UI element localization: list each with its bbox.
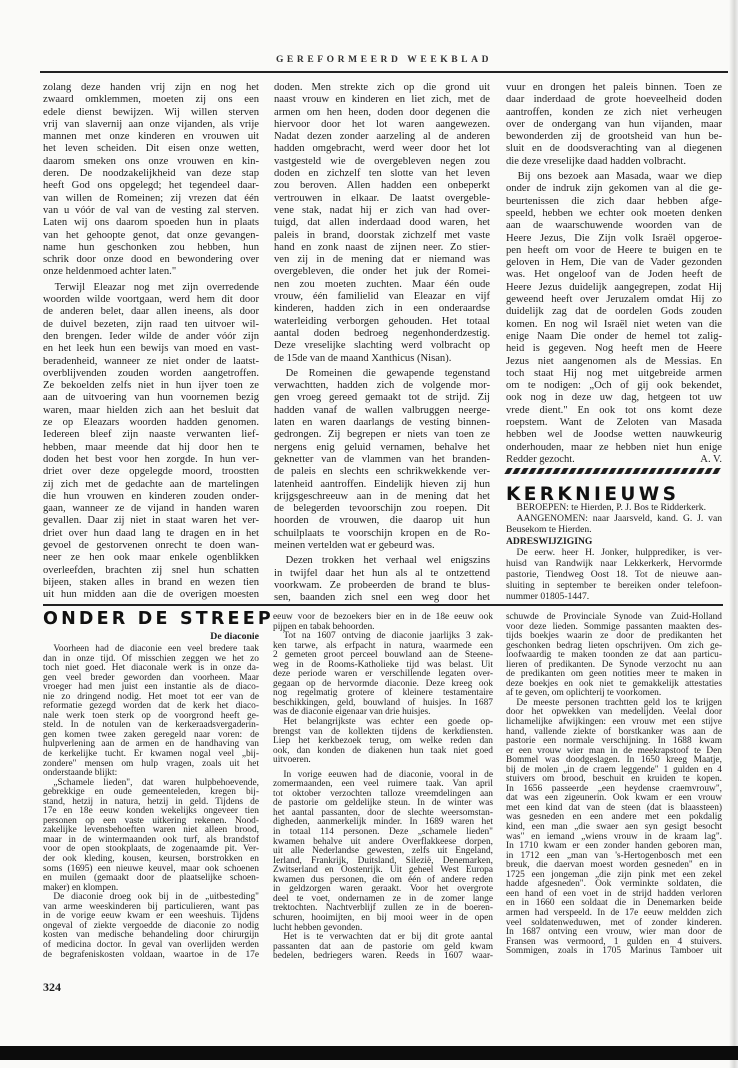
paragraph	[506, 699, 722, 957]
text-line: bewonderden zij de grootsheid van hun be-	[506, 131, 722, 143]
text-line: Bommel was doodgeslagen. In 1650 kreeg Maatje,	[506, 755, 722, 766]
text-line: hand en zonk naast de zijnen neer. Zo stier-	[274, 241, 490, 253]
text-line: geloven in Hem, Die van de Vader gezonden	[506, 257, 722, 269]
text-line: Het is te verwachten dat er bij dit grote aantal	[283, 932, 493, 943]
text-line: hadden vanaf de wallen valbruggen neerge-	[274, 404, 490, 416]
paragraph	[274, 82, 490, 365]
text-line: geweend heeft over Jeruzalem omdat Hij zo	[506, 294, 722, 306]
text-line: uit alle Nederlandse gewesten, zelfs uit Engeland,	[273, 846, 493, 857]
text-line: was. Het ongeloof van de Joden heeft de	[506, 269, 722, 281]
text-line: de belegerden tevoorschijn zou roepen. Dit	[274, 503, 490, 515]
text-line: ook nog in deze uw dag, hetgeen tot uw	[506, 392, 722, 404]
diaconie-column-1	[43, 645, 259, 960]
paragraph	[273, 613, 493, 632]
text-line: hebben, maar meende dat hij door hen te	[43, 441, 259, 453]
text-line: komen. En nog wil Israël niet weten van die	[506, 318, 722, 330]
text-line: hadden omgebracht, werd weer door het lot	[274, 143, 490, 155]
text-line: voor deze lieden. Sommige passanten maakten des-	[506, 621, 722, 632]
text-line: van u vóór de val van de vesting zal sterven.	[43, 204, 259, 216]
text-line: stuivers om brood, beschuit en kruiden te kopen.	[506, 774, 722, 785]
article-column-1	[43, 82, 259, 604]
text-line: het leven scheiden. Dit eisen onze wetten,	[43, 143, 259, 155]
text-line: om te nodigen: „Och of gij ook bekendet,	[506, 380, 722, 392]
text-line: over de ondergang van hun vijanden, maar	[506, 118, 722, 130]
text-line: daarom smeken ons onze vrouwen en kin-	[43, 155, 259, 167]
text-line: ken tarwe, als erfpacht in natura, waarmede een	[273, 640, 493, 651]
text-line: maar in de wintermaanden ook turf, als brandstof	[43, 834, 259, 845]
text-line: weg in de Rooms-Katholieke tijd was belast. Uit	[273, 659, 493, 670]
text-line: in 1712 een „man van 's-Hertogenbosch met een	[506, 850, 722, 861]
text-line: in twijfel daar het hun als al te ontzettend	[274, 567, 490, 579]
text-line: armen had verspeeld. In de 17e eeuw meldden zich	[506, 907, 722, 918]
address-line: nummer 01805-1447.	[506, 590, 590, 602]
text-line: overblijvenden zouden worden aangetroffen.	[43, 367, 259, 379]
address-line: huisd van Randwijk naar Lekkerkerk, Hervormde	[506, 558, 722, 570]
paragraph	[506, 171, 722, 466]
text-line: zakelijke levensbehoeften waren niet alleen brood,	[43, 825, 259, 836]
text-line: zou beroven. Allen hadden een onbeperkt	[274, 180, 490, 192]
text-line: hadde afgesneden". Ook verminkte soldaten, die	[506, 879, 722, 890]
text-line: de 15de van de maand Xanthicus (Nisan).	[274, 352, 452, 364]
text-line: gevallen. Daar zij niet in staat waren het ver-	[43, 515, 259, 527]
paragraph	[43, 893, 259, 960]
text-line: gevoel de gestorvenen onrecht te doen wan-	[43, 539, 259, 551]
text-line: van arme weeskinderen bij particulieren, want pas	[43, 901, 259, 912]
author-signature: A. V.	[700, 453, 722, 465]
text-line: vrouw, één familielid van Eleazar en vijf	[274, 291, 490, 303]
text-line: was gesneden en een andere met een pokdalig	[506, 812, 722, 823]
aangenomen-text: Beusekom te Hierden.	[506, 523, 592, 535]
text-line: kwamen dus personen, die om één of andere reden	[273, 874, 493, 885]
text-line: waterleiding verborgen gehouden. Het totaal	[274, 315, 490, 327]
text-line: meinen vertelden wat er gebeurd was.	[274, 539, 435, 551]
text-line: Nadat dezen zonder aarzeling al de anderen	[274, 131, 490, 143]
text-line: heid is gegeven. Nog heeft men de Heere	[506, 343, 722, 355]
text-line: in geldzorgen waren geraakt. Voor het overgrote	[273, 884, 493, 895]
text-line: de predikanten om geen notities meer te maken in	[506, 669, 722, 680]
address-line: De eerw. heer H. Jonker, hulpprediker, is ver-	[516, 547, 722, 559]
text-line: bedelen, bedriegers waren. Reeds in 1607 waar-	[273, 951, 493, 962]
text-line: vertrouwen in elkaar. De laatst overgeble-	[274, 192, 490, 204]
text-line: krijgsgeschreeuw aan in de mening dat het	[274, 490, 490, 502]
text-line: In vorige eeuwen had de diaconie, vooral in de	[283, 769, 493, 780]
text-line: gaan, wanneer ze de vijand in handen waren	[43, 503, 259, 515]
text-line: overgebleven, die onder het juk der Romei-	[274, 266, 490, 278]
text-line: beradenheid, wanneer ze niet onder de laatst-	[43, 355, 259, 367]
text-line: aantroffen, konden ze zich niet verheugen	[506, 106, 722, 118]
text-line: gegaan op de hervormde diaconie. Deze kreeg ook	[273, 678, 493, 689]
text-line: doden het best voor hen zorgde. In hun ver-	[43, 453, 259, 465]
text-line: veel soldatenweduwen, met of zonder kinderen.	[506, 917, 722, 928]
text-line: af te geven, om oplichterij te voorkomen.	[506, 688, 662, 699]
text-line: 17e en 18e eeuw konden wekelijks ongeveer tien	[43, 806, 259, 817]
section-rule	[43, 604, 723, 606]
text-line: toch niet goed. Het diaconale werk is in onze da-	[43, 663, 259, 674]
text-line: en in 1660 een soldaat die in Denemarken beide	[506, 898, 722, 909]
text-line: hand, vallende ziekte of borstkanker was aan de	[506, 726, 722, 737]
text-line: vuur en drongen het paleis binnen. Toen ze	[506, 82, 722, 93]
text-line: nale werk toen sterk op de voorgrond heeft ge-	[43, 710, 259, 721]
text-line: Ierland, Frankrijk, Duitsland, Silezië, Denemarken,	[273, 855, 493, 866]
text-line: reformatie gezegd worden dat de kerk het diaco-	[43, 701, 259, 712]
text-line: zomermaanden, een veel ruimere taak. Van april	[273, 779, 493, 790]
text-line: den brengen. Ieder wilde de ander vóór zijn	[43, 330, 259, 342]
text-line: die deze vreselijke daad hadden volbracht.	[506, 155, 687, 167]
text-line: hoorden de vrouwen, die daarop uit hun	[274, 515, 490, 527]
text-line: nog regelmatig grotere of kleinere testamentaire	[273, 688, 493, 699]
text-line: driet over deze opgelegde moord, troostten	[43, 466, 259, 478]
text-line: of medicina doctor. In geval van overlijden werden	[43, 939, 259, 950]
text-line: verwachtten, hadden zich de volgende mor-	[274, 380, 490, 392]
scan-edge-shadow	[729, 0, 738, 1068]
text-line: lieren of predikanten. De Synode verzocht nu aan	[506, 659, 722, 670]
text-line: nie zo dringend nodig. Het moet tot eer van de	[43, 691, 259, 702]
text-line: eeuw voor de bezoekers bier en in de 18e eeuw ook	[273, 612, 493, 622]
paragraph	[274, 368, 490, 552]
text-line: duidelijk zag dat de oordelen Gods zouden	[506, 306, 722, 318]
text-line: die hun vrouwen en kinderen zouden onder-	[43, 490, 259, 502]
text-line: naast vrouw en kinderen en liet zich, met de	[274, 94, 490, 106]
text-line: Iedereen bleef zijn naaste verwanten lief-	[43, 429, 259, 441]
paragraph	[43, 82, 259, 279]
text-line: onder de indruk zijn gekomen van al die ge-	[506, 183, 722, 195]
text-line: ven zij in de mening dat er niemand was	[274, 254, 490, 266]
text-line: stand, hetzij in natura, hetzij in geld. Tijdens de	[43, 796, 259, 807]
diaconie-column-2	[273, 613, 493, 962]
text-line: daar inderdaad de grote hoeveelheid doden	[506, 94, 722, 106]
text-line: beschikkingen, geld, bouwland of huisjes. In 1687	[273, 697, 493, 708]
text-line: vrij van slavernij aan onze vijanden, als vrije	[43, 118, 259, 130]
text-line: vroeger had men juist een instantie als de diaco-	[43, 682, 259, 693]
onder-de-streep-heading: ONDER DE STREEP	[43, 609, 274, 629]
text-line: aan de uitvoering van hun voornemen bezig	[43, 392, 259, 404]
text-line: en het leek hun een bewijs van moed en vast-	[43, 343, 259, 355]
paragraph	[43, 282, 259, 602]
text-line: de kerkelijke tucht. Er kwamen nogal veel „bij-	[43, 749, 259, 760]
text-line: tuigd, dat allen inderdaad dood waren, het	[274, 217, 490, 229]
text-line: latenheid aantroffen. Eindelijk hieven zij hun	[274, 478, 490, 490]
text-line: personen op een vaste uitkering rekenen. Nood-	[43, 815, 259, 826]
text-line: Fransen was vermoord, 1 gulden en 4 stuivers.	[506, 936, 722, 947]
text-line: ook, dan konden de diakenen hun taak niet goed	[273, 745, 493, 756]
text-line: bij de molen „in de craem leggende" 1 gulden en 4	[506, 764, 722, 775]
text-line: en muilen (gemaakt door de plaatselijke schoen-	[43, 873, 259, 884]
text-line: Het belangrijkste was echter een goede op-	[283, 717, 493, 728]
text-line: pijpen en tabak behoorden.	[273, 621, 375, 632]
text-line: dan in onze tijd. Of misschien zeggen we het zo	[43, 653, 259, 664]
paragraph	[43, 779, 259, 894]
text-line: Dezen trokken het verhaal wel enigszins	[285, 555, 490, 567]
text-line: pen heeft om voor de Heere te buigen en te	[506, 244, 722, 256]
aangenomen-text: AANGENOMEN: naar Jaarsveld, kand. G. J. van	[516, 512, 722, 524]
address-line: pastorie, Tiendweg Oost 18. Tot de nieuwe aan-	[506, 568, 722, 580]
text-line: steld. In de notulen van de kerkeraadsvergaderin-	[43, 720, 259, 731]
text-line: sen, baanden zich snel een weg door het	[274, 592, 490, 604]
text-line: 1725 een jongeman „die zijn pink met een zekel	[506, 869, 722, 880]
text-line: hiervoor door het lot waren aangewezen.	[274, 118, 490, 130]
text-line: Terwijl Eleazar nog met zijn overredende	[54, 281, 259, 293]
text-line: van willen de Romeinen; zij vrezen dat één	[43, 192, 259, 204]
text-line: Zwitserland en Oostenrijk. Uit geheel West Europa	[273, 865, 493, 876]
beroepen-text: BEROEPEN: te Hierden, P. J. Bos te Ridderkerk.	[516, 502, 707, 513]
text-line: „Schamele lieden", dat waren hulpbehoevende,	[53, 777, 259, 788]
address-line: sluiting in september te bereiken onder telefoon-	[506, 579, 722, 591]
text-line: ze op Eleazars woorden hadden genomen.	[43, 417, 259, 429]
header-rule	[40, 71, 728, 73]
text-line: In 1687 ontving een vrouw, wier man door de	[506, 927, 722, 938]
text-line: zolang deze handen vrij zijn en nog het	[43, 82, 259, 93]
text-line: Laten wij ons daarom spoeden hun in plaats	[43, 217, 259, 229]
text-line: Voorheen had de diaconie een veel bredere taak	[53, 644, 259, 654]
text-line: roepstem. Want de Zeloten van Masada	[506, 417, 722, 429]
text-line: ongeval of ziekte vergoedde de diaconie zo nodig	[43, 920, 259, 931]
text-line: Redder gezocht.	[506, 453, 575, 465]
text-line: nen zou moeten zuchten. Maar één oude	[274, 278, 490, 290]
text-line: vene stak, nadat hij er zich van had over-	[274, 204, 490, 216]
text-line: uitvoeren.	[273, 755, 311, 766]
text-line: kwamen behalve uit andere Overflakkeese dorpen,	[273, 836, 493, 847]
article-subtitle: De diaconie	[210, 631, 259, 642]
text-line: de pastorie om geldelijke steun. In de winter was	[273, 798, 493, 809]
text-line: met een kind dat van de steen (dat is blaassteen)	[506, 802, 722, 813]
text-line: geschonken bedrag lieten opschrijven. Om zich ge-	[506, 640, 722, 651]
text-line: De meeste personen trachtten geld los te krijgen	[516, 697, 722, 708]
text-line: schuilplaats te voorschijn kropen en de Ro-	[274, 527, 490, 539]
article-column-3	[506, 82, 722, 469]
text-line: De diaconie droeg ook bij in de „uitbesteding"	[53, 892, 259, 903]
text-line: een hand of een voet in de strijd hadden verloren	[506, 888, 722, 899]
text-line: gen komen twee zaken geregeld naar voren: de	[43, 729, 259, 740]
text-line: brengst van de kollekten tijdens de kerkdiensten.	[273, 726, 493, 737]
closing-line	[506, 454, 722, 466]
text-line: hebben wel de Joodse wetten nauwkeurig	[506, 429, 722, 441]
text-line: de begrafeniskosten voldaan, waartoe in de 17e	[43, 949, 259, 960]
kerknieuws-heading: KERKNIEUWS	[506, 484, 680, 505]
text-line: overleefden, brachten zij snel hun schatten	[43, 564, 259, 576]
text-line: der ook kleding, kousen, keursen, borstrokken en	[43, 854, 259, 865]
text-line: er een vrouw wier man in de meekrapstoof te Den	[506, 745, 722, 756]
text-line: enige Naam Die onder de hemel tot zalig-	[506, 330, 722, 342]
page-number: 324	[43, 980, 61, 994]
text-line: aan de waarschuwende woorden van de	[506, 220, 722, 232]
text-line: was de diaconie eigenaar van drie huisjes.	[273, 707, 431, 718]
text-line: breuk, die daervan moest worden gesneden" en in	[506, 860, 722, 871]
text-line: Liep het kerkbezoek terug, om welke reden dan	[273, 736, 493, 747]
text-line: deze periode waren er verschillende legaten over-	[273, 669, 493, 680]
text-line: armen om hen heen, doden door degenen die	[274, 106, 490, 118]
text-line: doden. Men strekte zich op die grond uit	[274, 82, 490, 93]
text-line: gebrekkige en oude gemeenteleden, kregen bij-	[43, 787, 259, 798]
text-line: Jezus niet aangenomen als de Messias. En	[506, 355, 722, 367]
text-line: trektochten. Nachtverblijf zullen ze in de boeren-	[273, 903, 493, 914]
text-line: onze heldenmoed achter laten."	[43, 266, 177, 278]
text-line: geknetter van de vlammen van het branden-	[274, 453, 490, 465]
diaconie-column-3	[506, 613, 722, 957]
text-line: bijeen, staken alles in brand en wezen tien	[43, 576, 259, 588]
text-line: kinderen, hadden zich in een onderaardse	[274, 303, 490, 315]
text-line: toch staat Hij nog met uitgebreide armen	[506, 367, 722, 379]
text-line: voorkwam. Ze probeerden de brand te blus-	[274, 579, 490, 591]
text-line: De Romeinen die gewapende tegenstand	[285, 367, 490, 379]
text-line: waren, maar hielden zich aan het besluit dat	[43, 404, 259, 416]
paragraph	[273, 771, 493, 933]
kerknieuws-section	[506, 503, 722, 602]
text-line: beurtenissen die zich daar hebben afge-	[506, 195, 722, 207]
text-line: neer ze hen ook maar enkele ogenblikken	[43, 552, 259, 564]
text-line: pastorie een normale verschijning. In 1688 kwam	[506, 736, 722, 747]
text-line: aantal doden bedroeg negenhonderdzestig.	[274, 327, 490, 339]
ornamental-divider	[504, 468, 721, 474]
text-line: In 1710 kwam er een zonder handen geboren man,	[506, 841, 722, 852]
text-line: kind, een man „die swaer aen syn gesigt besocht	[506, 822, 722, 833]
paragraph	[274, 555, 490, 604]
text-line: dat was een zigeunerin. Ook kwam er een vrouw	[506, 793, 722, 804]
text-line: deren. De noodzakelijkheid van deze stap	[43, 168, 259, 180]
text-line: Heere Jezus, Die Zijn volk Israël opgeroe-	[506, 232, 722, 244]
paragraph	[506, 82, 722, 168]
text-line: heeft God ons opgelegd; het tegendeel daar-	[43, 180, 259, 192]
text-line: van het gehoopte genot, dat onze gevangen-	[43, 229, 259, 241]
text-line: schuwde de Provinciale Synode van Zuid-Holland	[506, 612, 722, 622]
paragraph	[273, 933, 493, 962]
text-line: In 1656 passeerde „een heydense craemvrouw",	[506, 783, 722, 794]
text-line: loofwaardig te maken toonden ze dat aan particu-	[506, 650, 722, 661]
text-line: paleis in brand, doorstak zichzelf met vaste	[274, 229, 490, 241]
text-line: schuren, hooimijten, en bij mooi weer in de open	[273, 912, 493, 923]
text-line: de anderen belet, daar allen ineens, als door	[43, 306, 259, 318]
text-line: vastgesteld wie de overgebleven negen zou	[274, 155, 490, 167]
text-line: in de vorige eeuw kwam er een weeshuis. Tijdens	[43, 911, 259, 922]
text-line: soms (1695) een nieuwe keuvel, maar ook schoenen	[43, 863, 259, 874]
text-line: zij zich met de gedachte aan de martelingen	[43, 478, 259, 490]
text-line: door het opwekken van medelijden. Veelal door	[506, 707, 722, 718]
text-line: speeld, hebben we echter ook moeten denken	[506, 207, 722, 219]
text-line: deel te voet, ondernamen ze in de zomer lange	[273, 893, 493, 904]
text-line: tijds boekjes waarin ze door de predikanten het	[506, 631, 722, 642]
text-line: onderhouden, maar ze hebben niet hun enige	[506, 441, 722, 453]
text-line: edele dienst bewijzen. Wij willen sterven	[43, 106, 259, 118]
text-line: onderstaande blijkt:	[43, 768, 118, 779]
text-line: mannen met onze kinderen en vrouwen uit	[43, 131, 259, 143]
text-line: zondere" mensen om hulp vragen, zoals uit het	[43, 758, 259, 769]
text-line: lichamelijke afwijkingen: een vrouw met een stijve	[506, 717, 722, 728]
text-line: schrik door onze dood en bewondering over	[43, 254, 259, 266]
adreswijziging-heading: ADRESWIJZIGING	[506, 536, 593, 548]
text-line: gen vroeg gereed gemaakt tot de strijd. Zij	[274, 392, 490, 404]
text-line: gedrongen. Zij begrepen er niets van toen ze	[274, 429, 490, 441]
text-line: laten en waren daarlangs de vesting binnen-	[274, 417, 490, 429]
text-line: name hun geschonken zou hebben, hun	[43, 241, 259, 253]
text-line: Bij ons bezoek aan Masada, waar we diep	[517, 171, 722, 183]
text-line: vrede dient." En ook tot ons komt deze	[506, 404, 722, 416]
text-line: 2 gemeten groot perceel bouwland aan de Steene-	[273, 650, 493, 661]
text-line: voor de open stookplaats, de zogenaamde pit. Ver-	[43, 844, 259, 855]
text-line: lucht hebben gevonden.	[273, 922, 363, 933]
paragraph	[43, 645, 259, 779]
article-column-2	[274, 82, 490, 607]
text-line: doden en zichzelf ten slotte van het leven	[274, 168, 490, 180]
text-line: was" en iemand „wiens vrouw in de kraam lag".	[506, 831, 722, 842]
text-line: deze boekjes en ook niet te gemakkelijk attestaties	[506, 678, 722, 689]
text-line: zwaard omklemmen, moeten zij ons een	[43, 94, 259, 106]
masthead: GEREFORMEERD WEEKBLAD	[275, 55, 493, 65]
text-line: kosten van medische behandeling door chirurgijn	[43, 930, 259, 941]
text-line: Sommigen, zoals in 1705 Marinus Tamboer uit	[506, 946, 722, 957]
text-line: woorden wilde voortgaan, werd hem dit door	[43, 294, 259, 306]
text-line: Tot na 1607 ontving de diaconie jaarlijks 3 zak-	[283, 631, 493, 642]
paragraph	[506, 613, 722, 699]
text-line: gen veel breder geworden dan voorheen. Maar	[43, 672, 259, 683]
text-line: Heere Jezus duidelijk aangegrepen, zodat Hij	[506, 281, 722, 293]
paragraph	[273, 718, 493, 766]
text-line: digheden, aanmerkelijk minder. In 1689 waren het	[273, 817, 493, 828]
text-line: maker) en klompen.	[43, 882, 119, 893]
text-line: driet over hun daad lang te dragen en in het	[43, 527, 259, 539]
text-line: hulpverlening aan de armen en de handhaving van	[43, 739, 259, 750]
text-line: Deze vreselijke slachting werd volbracht op	[274, 340, 490, 352]
text-line: passanten dat aan de pastorie om geld kwam	[273, 941, 493, 952]
text-line: het aantal passanten, door de slechte weersomstan-	[273, 807, 493, 818]
paragraph	[273, 632, 493, 718]
text-line: nergens enig geluid vernamen, behalve het	[274, 441, 490, 453]
text-line: de paleis en slechts een schrikwekkende ver-	[274, 466, 490, 478]
text-line: Ze bekoelden zelfs niet in hun ijver toen ze	[43, 380, 259, 392]
text-line: uit hun midden aan die de overigen moesten	[43, 589, 259, 601]
text-line: in totaal 114 personen. Deze „schamele lieden"	[273, 827, 493, 838]
text-line: de duivel bezeten, zijn raad ten uitvoer wil-	[43, 318, 259, 330]
text-line: sluit en de doodsverachting van al diegenen	[506, 143, 722, 155]
text-line: tot oktober verzochten talloze vreemdelingen aan	[273, 788, 493, 799]
scan-border	[0, 1046, 738, 1060]
